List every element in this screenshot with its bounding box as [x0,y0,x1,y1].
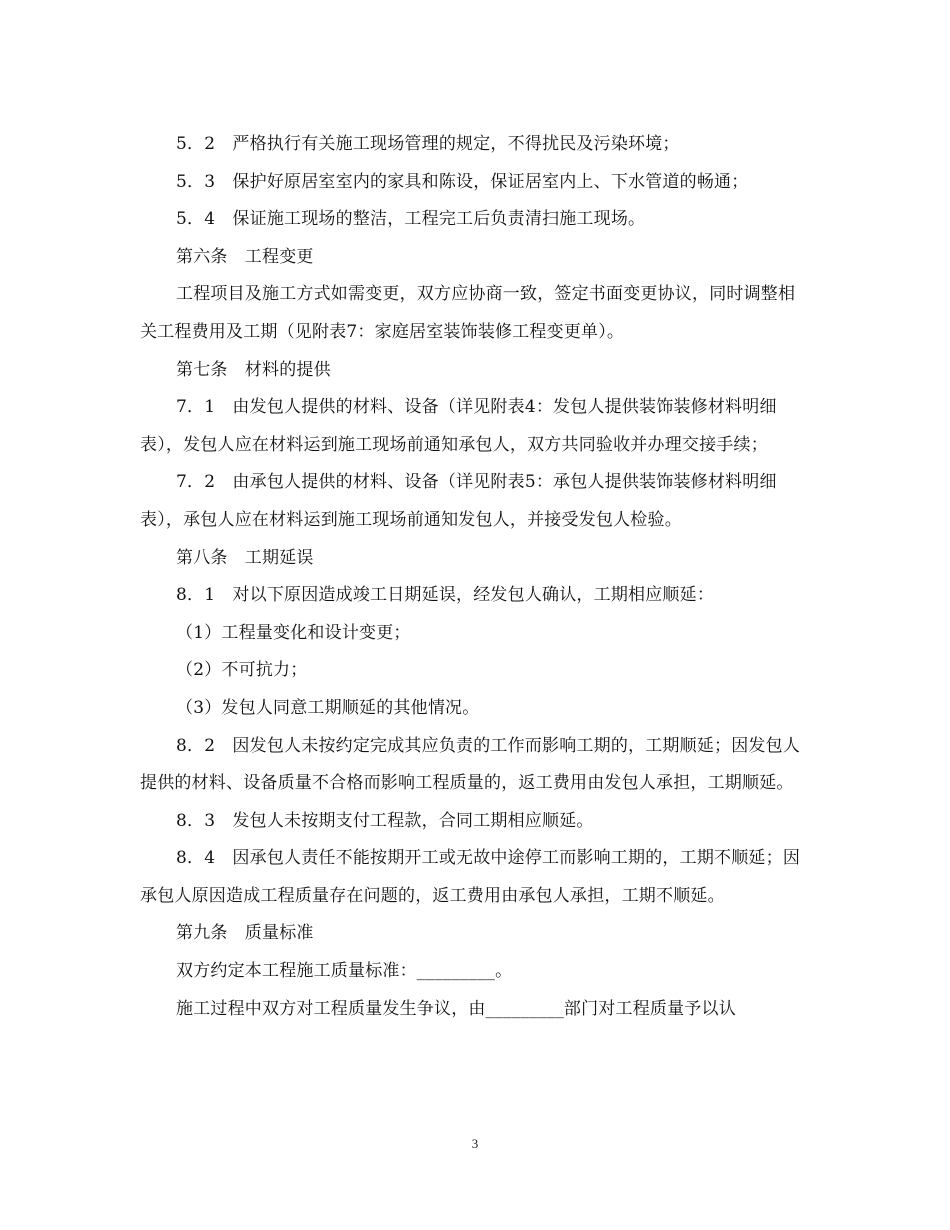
article-9-standard: 双方约定本工程施工质量标准：_________。 [176,961,513,982]
article-6-body: 工程项目及施工方式如需变更，双方应协商一致，签定书面变更协议，同时调整相关工程费用及工期（见附表7：家庭居室装饰装修工程变更单）。 [140,284,796,342]
clause-8-2: 8．2 因发包人未按约定完成其应负责的工作而影响工期的，工期顺延；因发包人提供的材料、设备质量不合格而影响工程质量的，返工费用由发包人承担，工期顺延。 [140,735,801,794]
clause-5-4: 5．4 保证施工现场的整洁，工程完工后负责清扫施工现场。 [176,209,646,230]
clause-8-1-item-1: （1）工程量变化和设计变更； [176,622,411,643]
clause-8-4: 8．4 因承包人责任不能按期开工或无故中途停工而影响工期的，工期不顺延；因承包人原因造成工程质量存在问题的，返工费用由承包人承担，工期不顺延。 [140,848,801,906]
clause-5-3: 5．3 保护好原居室室内的家具和陈设，保证居室内上、下水管道的畅通； [176,171,749,192]
clause-5-2: 5．2 严格执行有关施工现场管理的规定，不得扰民及污染环境； [176,134,680,154]
article-6-heading: 第六条 工程变更 [176,246,314,267]
article-8-heading: 第八条 工期延误 [176,547,314,568]
page-number: 3 [471,1136,479,1151]
clause-7-2: 7．2 由承包人提供的材料、设备（详见附表5：承包人提供装饰装修材料明细表），承包人应在材料运到施工现场前通知发包人，并接受发包人检验。 [140,472,777,530]
article-9-heading: 第九条 质量标准 [176,923,314,944]
clause-8-1-item-3: （3）发包人同意工期顺延的其他情况。 [176,697,480,718]
article-7-heading: 第七条 材料的提供 [176,359,331,380]
clause-8-1-item-2: （2）不可抗力； [176,660,308,681]
clause-7-1: 7．1 由发包人提供的材料、设备（详见附表4：发包人提供装饰装修材料明细表），发包人应在材料运到施工现场前通知承包人，双方共同验收并办理交接手续； [140,397,777,455]
clause-8-3: 8．3 发包人未按期支付工程款，合同工期相应顺延。 [176,810,594,831]
clause-8-1: 8．1 对以下原因造成竣工日期延误，经发包人确认，工期相应顺延： [176,585,715,606]
article-9-dispute: 施工过程中双方对工程质量发生争议，由_________部门对工程质量予以认 [176,998,736,1019]
document-body [140,126,810,1028]
